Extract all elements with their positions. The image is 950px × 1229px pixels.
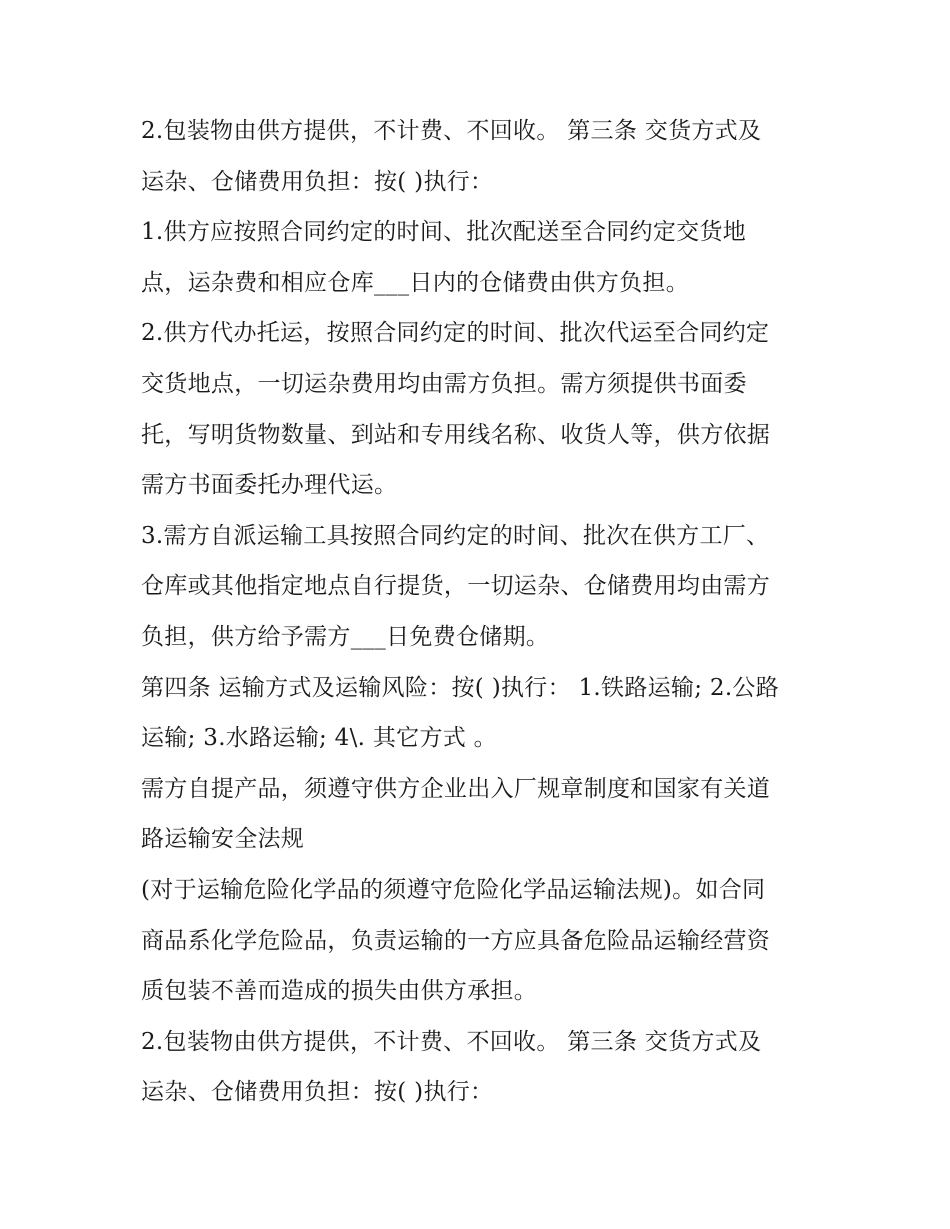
text-line: 需方自提产品，须遵守供方企业出入厂规章制度和国家有关道 [141, 775, 771, 802]
text-line: 商品系化学危险品，负责运输的一方应具备危险品运输经营资 [141, 927, 771, 954]
text-line: 负担，供方给予需方___日免费仓储期。 [141, 623, 550, 650]
text-line: 1.供方应按照合同约定的时间、批次配送至合同约定交货地 [141, 219, 747, 246]
text-line: 3.需方自派运输工具按照合同约定的时间、批次在供方工厂、 [141, 522, 770, 549]
text-line: 2.供方代办托运，按照合同约定的时间、批次代运至合同约定 [141, 320, 770, 347]
text-line: 仓库或其他指定地点自行提货，一切运杂、仓储费用均由需方 [141, 573, 771, 600]
text-line: 运输; 3.水路运输; 4\. 其它方式 。 [141, 725, 497, 752]
text-line: (对于运输危险化学品的须遵守危险化学品运输法规)。如合同 [141, 876, 766, 903]
text-line: 质包装不善而造成的损失由供方承担。 [141, 978, 538, 1005]
text-line: 托，写明货物数量、到站和专用线名称、收货人等，供方依据 [141, 421, 771, 448]
text-line: 交货地点，一切运杂费用均由需方负担。需方须提供书面委 [141, 370, 747, 397]
document-body [141, 106, 821, 1118]
text-line: 2.包装物由供方提供，不计费、不回收。 第三条 交货方式及 [141, 118, 762, 144]
text-line: 第四条 运输方式及运输风险：按( )执行： 1.铁路运输; 2.公路 [141, 674, 780, 701]
text-line: 路运输安全法规 [141, 826, 305, 853]
text-line: 2.包装物由供方提供，不计费、不回收。 第三条 交货方式及 [141, 1028, 762, 1055]
text-line: 需方书面委托办理代运。 [141, 472, 398, 499]
text-line: 运杂、仓储费用负担：按( )执行： [141, 1079, 494, 1106]
text-line: 点，运杂费和相应仓库___日内的仓储费由供方负担。 [141, 269, 689, 296]
text-line: 运杂、仓储费用负担：按( )执行： [141, 168, 494, 195]
